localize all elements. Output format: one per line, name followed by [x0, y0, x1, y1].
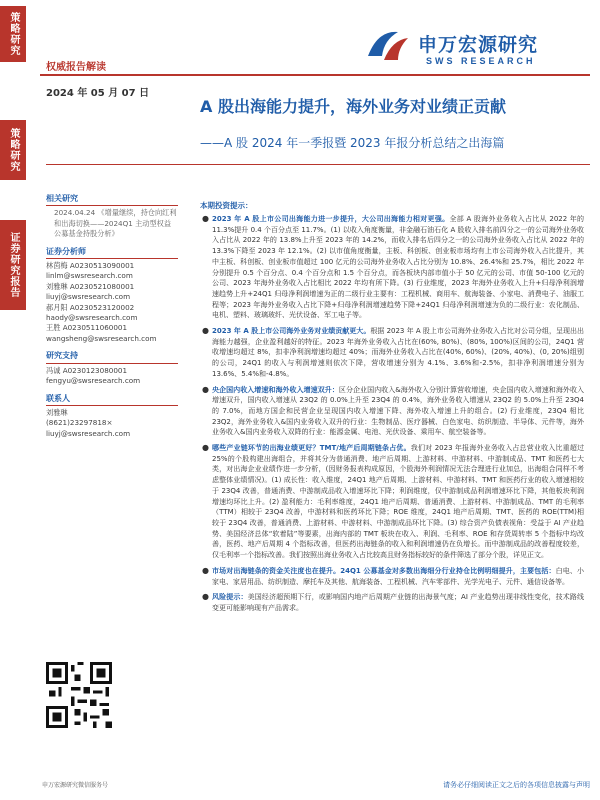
related-research	[46, 194, 178, 240]
brand-logo	[364, 22, 584, 70]
sidebar-tag-1: 策略研究	[0, 6, 26, 62]
report-title: A 股出海能力提升，海外业务对业绩正贡献	[200, 97, 506, 116]
sidebar-tag-2: 策略研究	[0, 120, 26, 180]
analysts-block	[46, 247, 178, 345]
highlight-item	[200, 326, 584, 380]
highlight-lead: 央企国内收入增速和海外收入增速双升：	[212, 385, 339, 394]
analyst-entry: 王胜 A0230511060001	[46, 323, 128, 333]
header-divider	[40, 74, 590, 76]
analysts-title: 证券分析师	[46, 247, 178, 259]
highlight-body: 根据 2023 年 A 股上市公司海外业务收入占比对公司分组，呈现出出海能力越强，企业盈利越好的特征。2023 年海外业务收入占比在(60%, 80%)、(80%, 100%)区间的公司，24Q1 营收增速均超过 8%，扣非净利润增速均超过 40%；而海外业务收入占比在(40%, 60%)、(20%, 40%)、(0, 20%)组别的公司，24Q1 的收入与利润增速则依次下降，营收增速分别为 4.1%、3.6%和-2.5%，扣非净利润增速分别为 13.6%、5.4%和-4.8%。	[212, 327, 584, 378]
contact-email[interactable]: liuyj@swsresearch.com	[46, 428, 131, 438]
bullet-icon: ●	[202, 565, 209, 575]
bullet-icon: ●	[202, 214, 209, 223]
highlight-body: 我们对 2023 年报海外业务收入占总营业收入比重超过 25%的个股构建出海组合，并将其分为普通消费、地产后周期、上游材料、中游材料、中游制成品、TMT 和医药七大类，对出海企业业绩作进一步分析，(因财务报表构成原因，个股海外利润情况无法合理进行业加总，出海组合同样不考虑整体业绩情况)。(1) 成长性：收入维度，24Q1 地产后周期、上游材料、中游材料、TMT 和医药行业的收入增速相较于 23Q4 改善，普通消费、中游制成品收入增速环比下降；利润维度，仅中游制成品利润增速环比下降，其他板块利润增速均环比上升。(2) 盈利能力：毛利率维度，24Q1 地产后周期、普通消费、上游材料、中游制成品、TMT 的毛利率（TTM）相较于 23Q4 改善，中游材料和医药环比下降；ROE 维度，24Q1 地产后周期、TMT、医药的 ROE(TTM)相较于 23Q4 改善，普通消费、上游材料、中游材料、中游制成品环比下降。(3) 综合资产负债表视角：受益于 AI 产业趋势、美国经济总体“软着陆”等要素，出海内部的 TMT 板块在收入、利润、毛利率、ROE 和存货周转率 5 个指标中均改善，医药、地产后周期 4 个指标改善，但医药出海链条的收入和利润增速仍在负增长。而中游制成品的改善程度较差，仅毛利率一个指标改善。我们按照出海业务收入占比较高且财务指标较好的条件筛选了部分个股，详见正文。	[212, 444, 584, 560]
assistants-block	[46, 351, 178, 386]
highlight-item	[200, 566, 584, 587]
assistant-entry: 冯诚 A0230123080001	[46, 365, 128, 375]
contact-title: 联系人	[46, 394, 178, 406]
analyst-email[interactable]: linlm@swsresearch.com	[46, 271, 133, 281]
related-title: 相关研究	[46, 194, 178, 206]
analyst-email[interactable]: wangsheng@swsresearch.com	[46, 333, 157, 343]
highlight-lead: 2023 年 A 股上市公司海外业务对业绩贡献更大。	[212, 327, 371, 336]
highlight-item	[200, 385, 584, 439]
analyst-email[interactable]: liuyj@swsresearch.com	[46, 292, 131, 302]
logo-mark-icon	[364, 26, 412, 66]
title-divider	[46, 164, 590, 165]
logo-text-cn: 申万宏源研究	[418, 34, 539, 56]
analyst-entry: 林茵梅 A0230513090001	[46, 261, 135, 271]
highlight-lead: 风险提示：	[212, 593, 248, 602]
left-column	[46, 194, 178, 446]
highlight-item	[200, 214, 584, 321]
contact-phone: (8621)23297818×	[46, 418, 113, 428]
disclaimer-footer: 请务必仔细阅读正文之后的各项信息披露与声明	[443, 781, 590, 789]
analyst-entry: 郝月阳 A0230523120002	[46, 302, 135, 312]
highlight-item	[200, 592, 584, 613]
contact-name: 刘雅琳	[46, 407, 68, 417]
analyst-email[interactable]: haody@swsresearch.com	[46, 313, 138, 323]
report-subtitle: ——A 股 2024 年一季报暨 2023 年报分析总结之出海篇	[200, 136, 505, 150]
highlight-body: 全部 A 股海外业务收入占比从 2022 年的 11.3%提升 0.4 个百分点至 11.7%。(1) 以收入角度衡量，非金融石油石化 A 股收入排名前四分之一的公司海外业务收入占比从 2022 年的 13.8%上升至 2023 年的 14.2%，而收入排名后四分之一的公司海外业务收入占比从 2022 年的 13.3%下降至 2023 年 12.1%。(2) 以市值角度衡量，主板、科创板、创业板市场均有上市公司海外收入占比提升，其中主板、科创板、创业板市值超过 100 亿元的公司海外业务收入占比分别为 10.8%、26.4%和 25.7%，相比 2022 年分别提升 0.5 个百分点、0.4 个百分点和 1.5 个百分点，而各板块内部市值小于 50 亿元的公司、市值 50-100 亿元的公司、2023 年海外业务收入占比相比 2022 年均有所下降。(3) 行业维度，2023 年海外业务收入上升+归母净利润增速趋势上升+24Q1 归母净利润增速为正的二级行业主要有：工程机械、商用车、航海装备、小家电、消费电子、油服工程等；2023 年海外业务收入占比下降+归母净利润增速趋势下降+24Q1 归母净利润增速为负的二级行业：农化制品、电机、塑料、玻璃玻纤、光伏设备、军工电子等。	[212, 215, 584, 320]
assistant-email[interactable]: fengyu@swsresearch.com	[46, 376, 141, 386]
related-item[interactable]: 2024.04.24 《增量继续，持仓向红利和出海切换——2024Q1 主动型权益公募基金持股分析》	[54, 208, 177, 239]
logo-text-en: SWS RESEARCH	[426, 56, 536, 66]
highlight-lead: 哪些产业链环节的出海业绩更好？TMT/地产后周期链条占优。	[212, 444, 411, 453]
highlight-lead: 市场对出海链条的资金关注度也在提升。24Q1 公募基金对多数出海细分行业持仓比例明细提升，主要包括：	[212, 566, 556, 575]
highlight-body: 白电、小家电、家居用品、纺织制造、摩托车及其他、航海装备、工程机械、汽车零部件、光学光电子、元件、通信设备等。	[212, 566, 585, 586]
bullet-icon: ●	[202, 326, 209, 336]
assistants-title: 研究支持	[46, 351, 178, 363]
contact-block	[46, 394, 178, 440]
bullet-icon: ●	[202, 384, 209, 394]
report-date: 2024 年 05 月 07 日	[46, 88, 150, 99]
qr-caption: 申万宏源研究微信服务号	[42, 782, 109, 789]
report-type-label: 权威报告解读	[46, 62, 106, 73]
analyst-entry: 刘雅琳 A0230521080001	[46, 281, 135, 291]
bullet-icon: ●	[202, 443, 209, 453]
bullet-icon: ●	[202, 592, 209, 602]
highlight-body: 区分企业国内收入&海外收入分别计算营收增速，央企国内收入增速和海外收入增速双升，国内收入增速从 23Q2 的 0.0%上升至 23Q4 的 0.4%，海外业务收入增速从 23Q2 的 5.0%上升至 23Q4 的 7.0%，而地方国企和民营企业呈现国内收入增速下降、海外收入增速上升的组合。(2) 行业维度，23Q4 相比 23Q2，海外业务收入&国内业务收入双升的行业：生物制品、医疗器械、白色家电、纺织制造、半导体、元件等，海外业务收入&国内业务收入双降的行业：能源金属、电池、光伏设备、乘用车、航空装备等。	[212, 385, 585, 437]
qr-code-icon	[46, 662, 112, 728]
sidebar-tag-3: 证券研究报告	[0, 220, 26, 310]
main-content	[200, 194, 584, 619]
highlight-body: 美国经济超预期下行，或影响国内地产后周期产业链的出海景气度；AI 产业趋势出现非线性变化，技术路线变更可能影响现有产品需求。	[212, 593, 585, 612]
highlight-item	[200, 443, 584, 561]
highlights-label: 本期投资提示：	[200, 201, 253, 210]
highlight-lead: 2023 年 A 股上市公司出海能力进一步提升，大公司出海能力相对更强。	[212, 215, 450, 223]
